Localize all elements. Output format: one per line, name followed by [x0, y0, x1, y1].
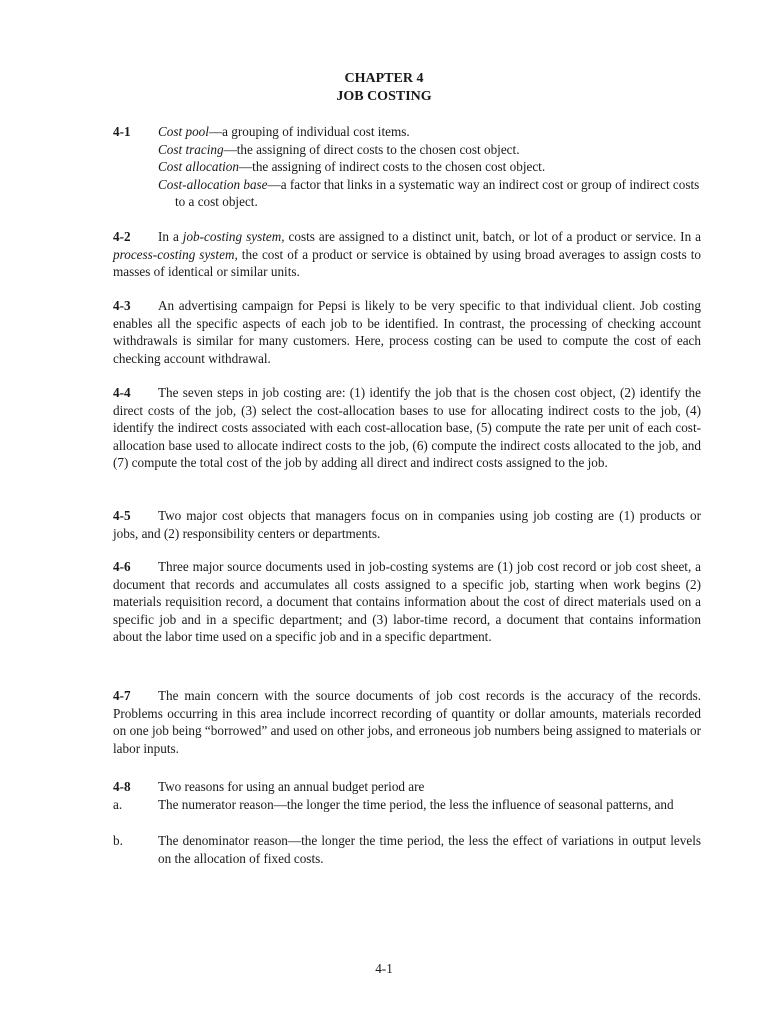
text-run: In a — [158, 229, 183, 244]
text-run: the cost of a product or service is obtained by using broad averages to assign costs to masses of identical or similar units. — [113, 246, 701, 280]
text-run-italic: process-costing system, — [113, 246, 238, 262]
definition-text: —the assigning of indirect costs to the chosen cost object. — [238, 159, 546, 175]
chapter-title: JOB COSTING — [336, 89, 432, 104]
definition-term: Cost allocation — [158, 159, 239, 175]
sub-item-text: The numerator reason—the longer the time period, the less the influence of seasonal patterns, and — [158, 797, 674, 812]
question-4-8 — [113, 778, 701, 796]
question-label: 4-7 — [113, 688, 131, 703]
question-label: 4-8 — [113, 779, 131, 794]
question-label: 4-6 — [113, 559, 131, 574]
question-label: 4-4 — [113, 385, 131, 400]
question-label: 4-5 — [113, 508, 131, 523]
definition-item — [158, 123, 701, 141]
question-text: The seven steps in job costing are: (1) identify the job that is the chosen cost object, (2) identify the direct costs of the job, (3) select the cost-allocation bases to use for allocating indirect costs to the job, (4) identify the indirect costs associated with each cost-allocation base, (5) compute the rate per unit of each cost-allocation base used to allocate indirect costs to the job, (6) compute the indirect costs allocated to the job, and (7) compute the total cost of the job by adding all direct and indirect costs assigned to the job. — [113, 385, 701, 471]
definition-term: Cost-allocation base — [158, 176, 268, 192]
question-text: An advertising campaign for Pepsi is likely to be very specific to that individual client. Job costing enables all the specific aspects of each job to be identified. In contrast, the processing of checking account withdrawals is similar for many customers. Here, process costing can be used to compute the cost of each checking account withdrawal. — [113, 298, 701, 366]
question-4-5 — [113, 507, 701, 542]
definition-item — [158, 158, 701, 176]
question-4-2 — [113, 228, 701, 281]
question-4-7 — [113, 687, 701, 757]
definition-text: —a grouping of individual cost items. — [208, 124, 410, 139]
chapter-heading: CHAPTER 4 — [344, 71, 424, 86]
question-4-6 — [113, 558, 701, 646]
definition-term: Cost pool — [158, 124, 209, 139]
question-4-4 — [113, 384, 701, 472]
question-text — [113, 228, 701, 281]
definition-term: Cost tracing — [158, 141, 224, 157]
question-label: 4-3 — [113, 298, 131, 313]
definition-text: —the assigning of direct costs to the chosen cost object. — [223, 141, 520, 157]
question-label: 4-2 — [113, 229, 131, 244]
sub-item-b — [113, 832, 701, 867]
question-text: Two reasons for using an annual budget period are — [158, 779, 425, 794]
definition-list — [158, 123, 701, 211]
question-text: Three major source documents used in job-costing systems are (1) job cost record or job cost sheet, a document that records and accumulates all costs assigned to a specific job, starting when work begins (2) materials requisition record, a document that contains information about the cost of direct materials used on a specific job and in a specific department; and (3) labor-time record, a document that contains information about the labor time used on a specific job and in a specific department. — [113, 559, 701, 645]
definition-text: —a factor that links in a systematic way an indirect cost or group of indirect costs to a cost object. — [175, 176, 700, 210]
question-text: Two major cost objects that managers focus on in companies using job costing are (1) products or jobs, and (2) responsibility centers or departments. — [113, 508, 701, 541]
question-text: The main concern with the source documents of job cost records is the accuracy of the records. Problems occurring in this area include incorrect recording of quantity or dollar amounts, materials recorded on one job being “borrowed” and used on other jobs, and erroneous job numbers being assigned to materials or labor inputs. — [113, 688, 701, 756]
sub-item-a — [113, 796, 701, 814]
definition-item — [158, 176, 701, 211]
sub-item-label: b. — [113, 833, 123, 848]
question-4-3 — [113, 297, 701, 367]
question-label: 4-1 — [113, 124, 131, 139]
sub-item-label: a. — [113, 797, 123, 812]
sub-item-text: The denominator reason—the longer the time period, the less the effect of variations in output levels on the allocation of fixed costs. — [158, 833, 701, 866]
definition-item — [158, 141, 701, 159]
text-run-italic: job-costing system, — [182, 229, 285, 244]
text-run: costs are assigned to a distinct unit, batch, or lot of a product or service. In a — [284, 229, 701, 244]
page-number: 4-1 — [375, 961, 393, 976]
